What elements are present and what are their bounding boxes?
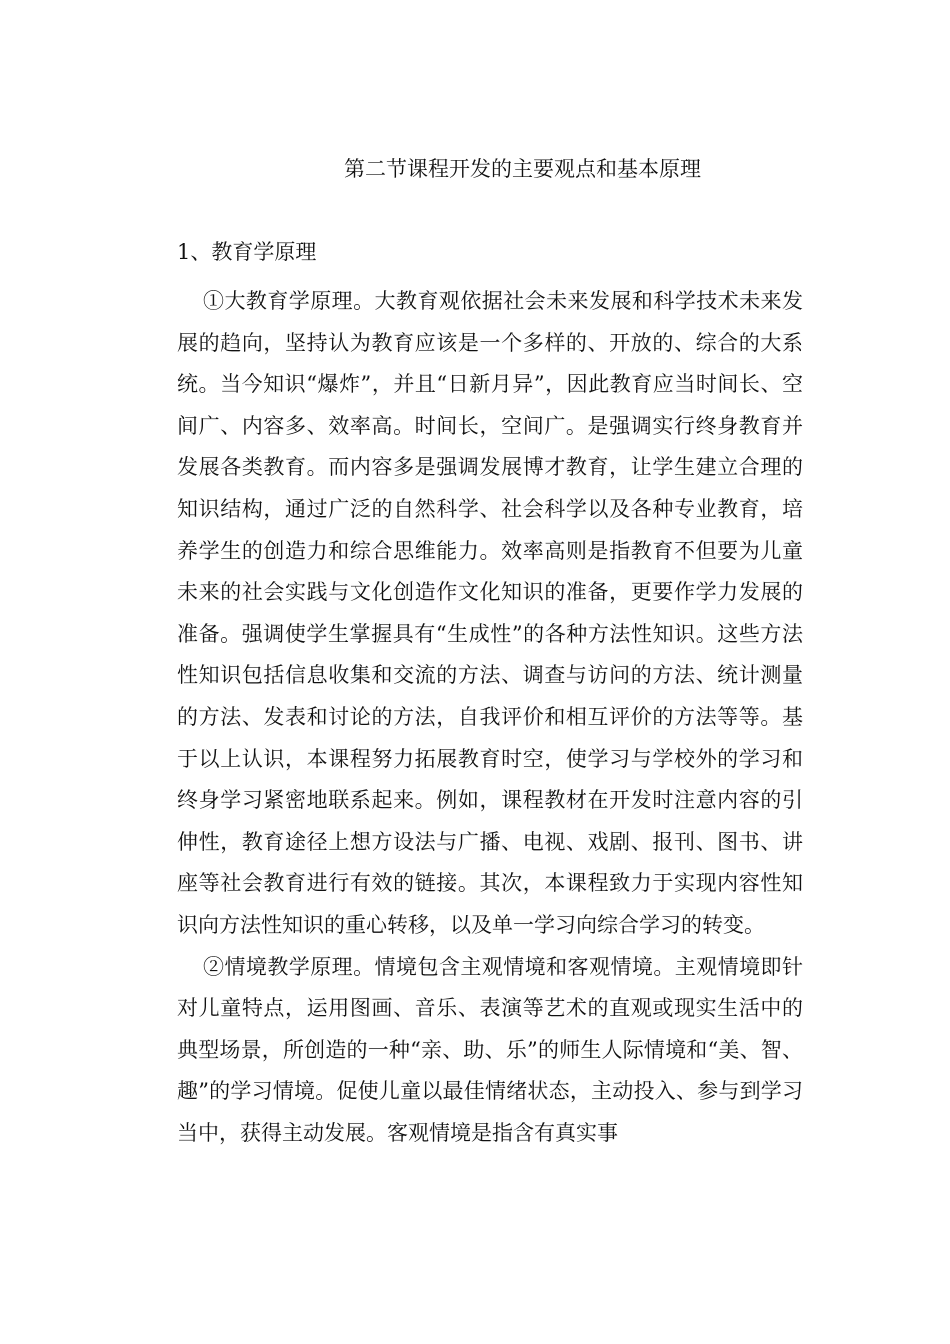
section-heading: 1、教育学原理 [177,240,317,264]
document-title: 第二节课程开发的主要观点和基本原理 [344,157,701,181]
paragraph-big-education: ①大教育学原理。大教育观依据社会未来发展和科学技术未来发展的趋向，坚持认为教育应该是一个多样的、开放的、综合的大系统。当今知识“爆炸”，并且“日新月异”，因此教育应当时间长、空间广、内容多、效率高。时间长，空间广。是强调实行终身教育并发展各类教育。而内容多是强调发展博才教育，让学生建立合理的知识结构，通过广泛的自然科学、社会科学以及各种专业教育，培养学生的创造力和综合思维能力。效率高则是指教育不但要为儿童未来的社会实践与文化创造作文化知识的准备，更要作学力发展的准备。强调使学生掌握具有“生成性”的各种方法性知识。这些方法性知识包括信息收集和交流的方法、调查与访问的方法、统计测量的方法、发表和讨论的方法，自我评价和相互评价的方法等等。基于以上认识，本课程努力拓展教育时空，使学习与学校外的学习和终身学习紧密地联系起来。例如，课程教材在开发时注意内容的引伸性，教育途径上想方设法与广播、电视、戏剧、报刊、图书、讲座等社会教育进行有效的链接。其次，本课程致力于实现内容性知识向方法性知识的重心转移，以及单一学习向综合学习的转变。 [177,289,803,937]
paragraph-situational-teaching: ②情境教学原理。情境包含主观情境和客观情境。主观情境即针对儿童特点，运用图画、音乐、表演等艺术的直观或现实生活中的典型场景，所创造的一种“亲、助、乐”的师生人际情境和“美、智、趣”的学习情境。促使儿童以最佳情绪状态，主动投入、参与到学习当中，获得主动发展。客观情境是指含有真实事 [177,954,803,1145]
document-body [177,281,803,1154]
